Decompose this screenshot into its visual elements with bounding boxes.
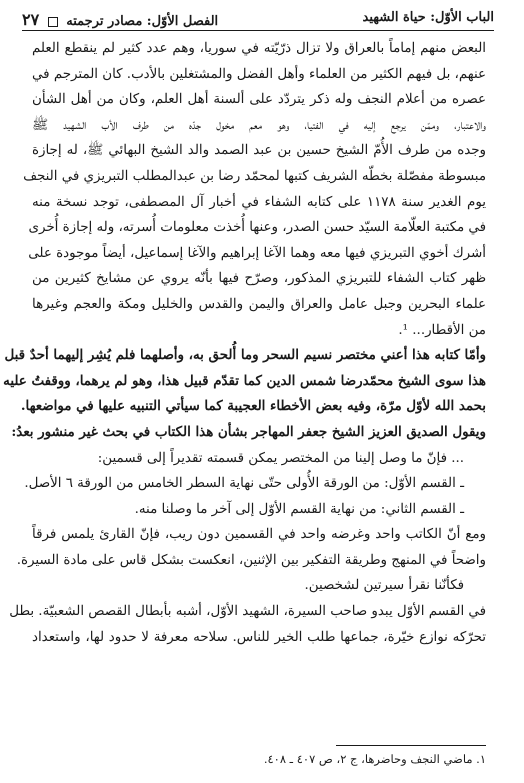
text-line: ـ القسم الأوّل: من الورقة الأُولى حتّى نهاية السطر الخامس من الورقة ٦ الأصل. <box>24 476 464 492</box>
running-header <box>22 6 494 30</box>
text-line: ظهر كتاب الشفاء للتبريزي المذكور، وصرّح فيها بأنّه يروي عن مشايخ كثيرين من <box>32 271 486 287</box>
text-line: من الأقطار... ¹. <box>398 322 486 338</box>
text-line: هذا سوى الشيخ محمّدرضا شمس الدين كما تقدّم قبيل هذا، وهو لم يرهما، ووقفتُ عليه <box>3 372 486 389</box>
text-line: ومع أنّ الكاتب واحد وغرضه واحد في القسمين دون ريب، فإنّ القارئ يلمس فرقاً <box>32 527 486 543</box>
square-separator-icon <box>48 17 58 27</box>
footnote-rule <box>336 745 486 746</box>
text-line: أشرك أخوي التبريزي فيها معه وهما الآغا إبراهيم والآغا إسماعيل، أيضاً موجودة على <box>28 245 486 261</box>
text-line: عصره من أعلام النجف وله ذكر يتردّد على ألسنة أهل العلم، وكان من أهل الشأن <box>32 92 486 108</box>
text-line: وجده من طرف الأُمّ الشيخ حسين بن عبد الصمد والد الشيخ البهائي ﷺ، له إجازة <box>32 143 486 159</box>
text-line: بحمد الله لأوّل مرّة، وفيه بعض الأخطاء العجيبة كما سيأتي التنبيه عليها في مواضعها. <box>20 398 486 415</box>
section-title: الفصل الأوّل: مصادر ترجمته <box>66 14 219 29</box>
body-text <box>3 36 486 650</box>
text-line: ... فإنّ ما وصل إلينا من المختصر يمكن قسمته تقديراً إلى قسمين: <box>97 450 464 466</box>
text-line: تحرّكه نوازع خيّرة، جماعها طلب الخير للناس. سلاحه معرفة لا حدود لها، واستعداد <box>32 629 486 645</box>
text-line: وأمّا كتابه هذا أعني مختصر نسيم السحر وما أُلحق به، وأصلهما فلم يُشِر إليهما أحدٌ قبل <box>4 347 486 364</box>
chapter-title: الباب الأوّل: حياة الشهيد <box>362 10 494 25</box>
text-line: البعض منهم إماماً بالعراق ولا تزال ذرّيّته في سوريا، وهم عدد كثير لم ينقطع العلم <box>32 41 486 56</box>
text-line: يوم الغدير سنة ١١٧٨ على كتابه الشفاء في أخبار آل المصطفى، توجد نسخة منه <box>32 194 486 210</box>
text-line: ويقول الصديق العزيز الشيخ جعفر المهاجر بشأن هذا الكتاب في بحث غير منشور بعدُ: <box>11 423 486 440</box>
footnote: ١. ماضي النجف وحاضرها، ج ٢، ص ٤٠٧ ـ ٤٠٨. <box>263 752 486 766</box>
text-line: والاعتبار، وممّن يرجع إليه في الفتيا، وهو معم مخول جدّه من طرف الأب الشهيد ﷺ <box>32 117 486 133</box>
text-line: فكأنّنا نقرأ سيرتين لشخصين. <box>304 578 464 594</box>
text-line: في مكتبة العلّامة السيّد حسن الصدر، وعنها أُخذت معلومات أُسرته، وله إجازة أُخرى <box>28 220 486 236</box>
text-line: مبسوطة مفصّلة بخطّه الشريف كتبها لمحمّد رضا بن عبدالمطلب التبريزي في النجف <box>23 168 486 184</box>
text-line: في القسم الأوّل يبدو صاحب السيرة، الشهيد الأوّل، أشبه بأبطال القصص الشعبيّة. بطل <box>9 604 486 620</box>
text-line: واضحاً في المنهج وطريقة التفكير بين الإثنين، انعكست بشكل قاس على مادة السيرة. <box>16 552 486 568</box>
header-left <box>22 10 218 29</box>
page-number: ٢٧ <box>22 10 40 29</box>
text-line: ـ القسم الثاني: من نهاية القسم الأوّل إلى آخر ما وصلنا منه. <box>134 501 464 517</box>
text-line: علماء البحرين وجبل عامل والعراق واليمن والقدس والخليل ومكة والعجم وغيرها <box>32 296 486 312</box>
header-rule <box>22 30 494 31</box>
text-line: عنهم، بل فيهم الكثير من العلماء وأهل الفضل والمشتغلين بالأدب. كان المترجم في <box>32 66 486 82</box>
